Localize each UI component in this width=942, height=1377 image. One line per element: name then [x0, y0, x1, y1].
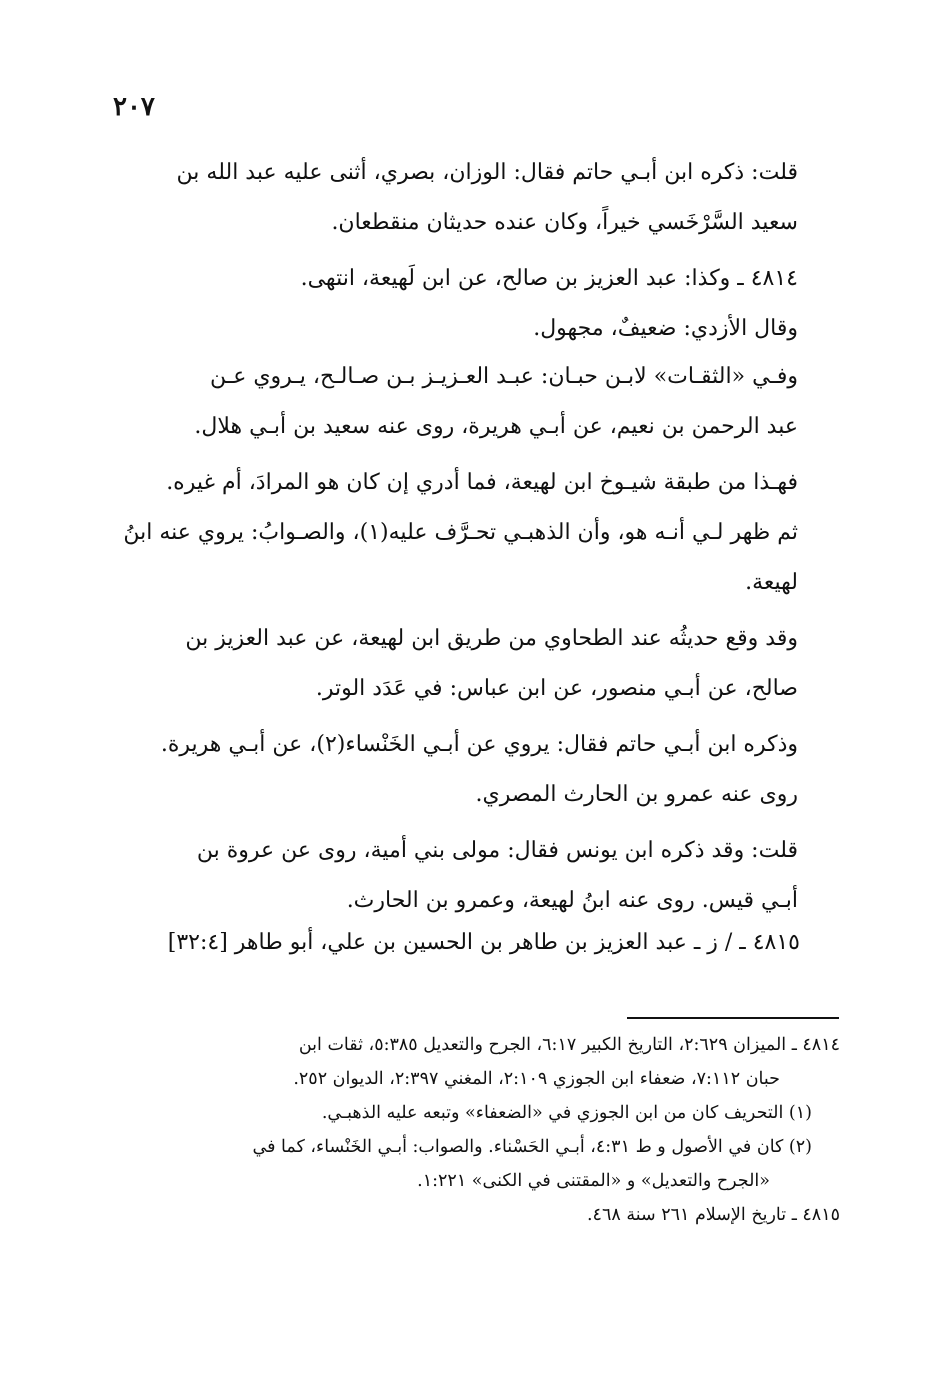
footnote: [108, 1096, 840, 1130]
text-line: قلت: ذكره ابن أبـي حاتم فقال: الوزان، بصري، أثنى عليه عبد الله بن: [176, 160, 798, 185]
main-text: [108, 148, 838, 932]
entry-4815: [38, 918, 840, 968]
footnote-line: «الجرح والتعديل» و «المقتنى في الكنى» ١:٢٢١.: [417, 1171, 770, 1191]
text-line: وقال الأزدي: ضعيفٌ، مجهول.: [533, 316, 798, 341]
text-line: لهيعة.: [745, 570, 798, 595]
text-line: عبد الرحمن بن نعيم، عن أبـي هريرة، روى عنه سعيد بن أبـي هلال.: [194, 414, 798, 439]
paragraph: [108, 304, 838, 354]
text-line: سعيد السَّرْخَسي خيراً، وكان عنده حديثان منقطعان.: [331, 210, 798, 235]
text-line: وفـي «الثقـات» لابـن حبـان: عبـد العـزيـز بـن صـالـح، يـروي عـن: [210, 364, 798, 389]
footnote-line: (١) التحريف كان من ابن الجوزي في «الضعفاء» وتبعه عليه الذهبـي.: [321, 1103, 812, 1123]
footnote-separator: [627, 1017, 839, 1019]
page-number: ٢٠٧: [113, 92, 155, 122]
entry-4814: [108, 254, 838, 304]
text-line: صالح، عن أبـي منصور، عن ابن عباس: في عَدَد الوتر.: [315, 676, 798, 701]
text-line: روى عنه عمرو بن الحارث المصري.: [475, 782, 798, 807]
text-line: فهـذا من طبقة شيـوخ ابن لهيعة، فما أدري إن كان هو المرادَ، أم غيره.: [166, 470, 798, 495]
text-line: ٤٨١٥ ـ / ز ـ عبد العزيز بن طاهر بن الحسين بن علي، أبو طاهر [٣٢:٤]: [167, 930, 800, 955]
paragraph: [108, 148, 838, 248]
footnote-line: حبان ٧:١١٢، ضعفاء ابن الجوزي ٢:١٠٩، المغني ٢:٣٩٧، الديوان ٢٥٢.: [293, 1069, 780, 1089]
paragraph: [108, 458, 838, 608]
paragraph: [108, 720, 838, 820]
footnote-line: ٤٨١٥ ـ تاريخ الإسلام ٢٦١ سنة ٤٦٨.: [586, 1205, 840, 1225]
footnote: [108, 1198, 840, 1232]
text-line: قلت: وقد ذكره ابن يونس فقال: مولى بني أمية، روى عن عروة بن: [196, 838, 798, 863]
footnote-line: (٢) كان في الأصول و ط ٤:٣١، أبـي الحَسْناء. والصواب: أبـي الخَنْساء، كما في: [252, 1137, 812, 1157]
footnotes: [108, 1028, 840, 1232]
footnote: [108, 1028, 840, 1096]
text-line: أبـي قيس. روى عنه ابنُ لهيعة، وعمرو بن الحارث.: [346, 888, 798, 913]
paragraph: [108, 352, 838, 452]
paragraph: [108, 826, 838, 926]
paragraph: [108, 614, 838, 714]
footnote: [108, 1130, 840, 1198]
text-line: ثم ظهر لـي أنـه هو، وأن الذهبـي تحـرَّف عليه(١)، والصـوابُ: يروي عنه ابنُ: [123, 520, 798, 545]
footnote-line: ٤٨١٤ ـ الميزان ٢:٦٢٩، التاريخ الكبير ٦:١٧، الجرح والتعديل ٥:٣٨٥، ثقات ابن: [298, 1035, 840, 1055]
text-line: وقد وقع حديثُه عند الطحاوي من طريق ابن لهيعة، عن عبد العزيز بن: [185, 626, 798, 651]
text-line: وذكره ابن أبـي حاتم فقال: يروي عن أبـي الخَنْساء(٢)، عن أبـي هريرة.: [160, 732, 798, 757]
text-line: ٤٨١٤ ـ وكذا: عبد العزيز بن صالح، عن ابن لَهيعة، انتهى.: [300, 266, 798, 291]
